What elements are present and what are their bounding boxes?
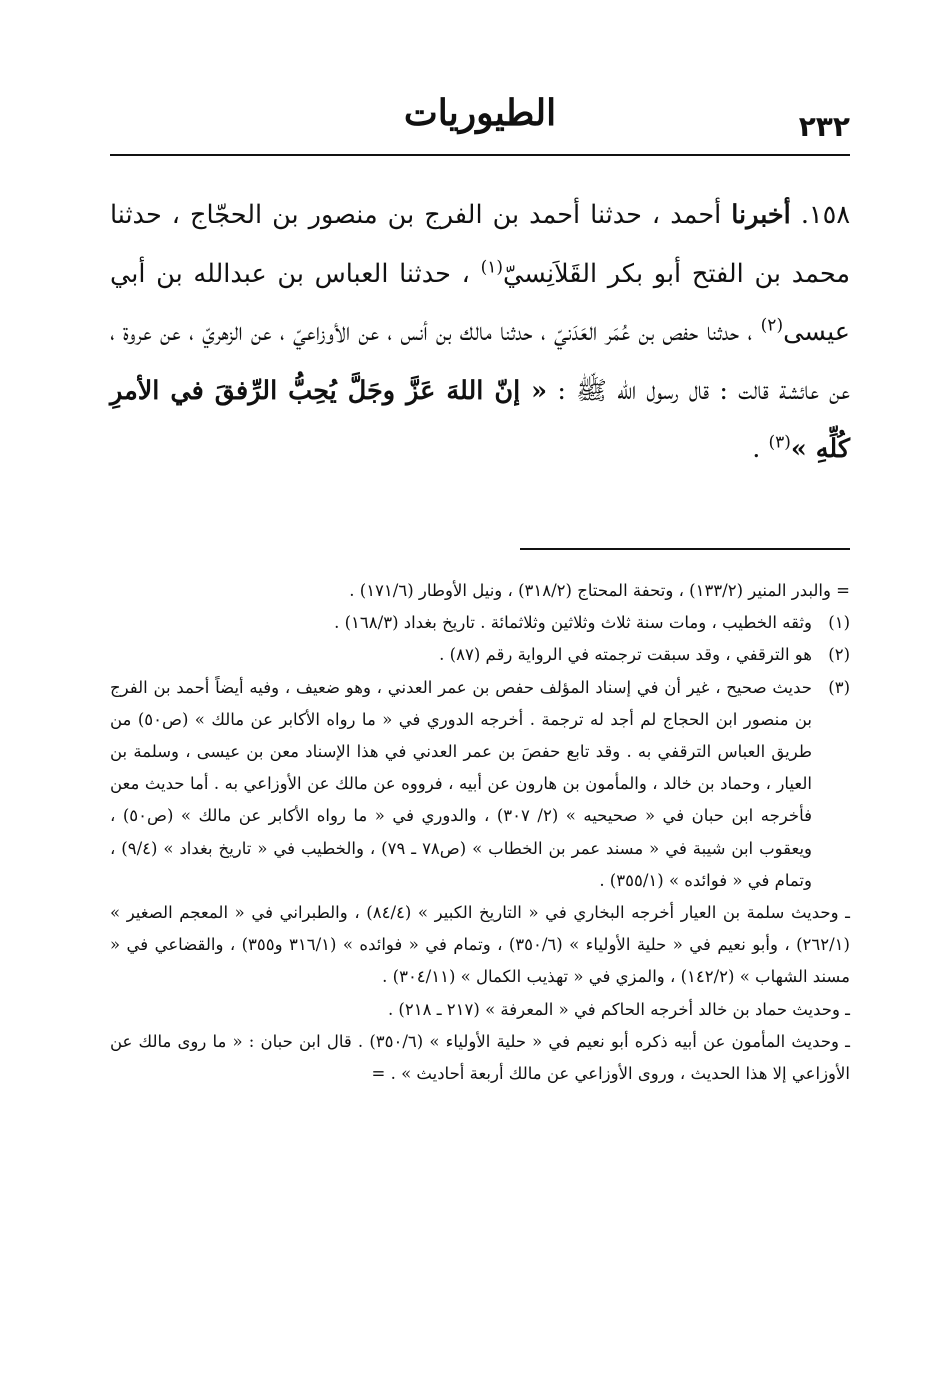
footnote-1-text: وثقه الخطيب ، ومات سنة ثلاث وثلاثين وثلاثمائة . تاريخ بغداد (١٦٨/٣) . xyxy=(334,613,812,633)
hadith-quote: « إنّ اللهَ عَزَّ وجَلَّ يُحِبُّ الرِّفقَ في الأمرِ كُلِّهِ » xyxy=(110,375,850,464)
footnote-2 xyxy=(110,639,850,671)
hadith-text xyxy=(110,186,850,479)
footnote-ref-2: (٢) xyxy=(760,315,784,336)
footnote-ref-3: (٣) xyxy=(768,432,791,453)
hadith-chain-part-3: ، حدثنا حفص بن عُمَر العَدَنيّ ، حدثنا مالك بن أنس ، عن الأوزاعيّ ، عن الزهريّ ، عن عروة ، عن عائشة قالت : قال رسول الله ﷺ : xyxy=(110,317,850,406)
footnotes xyxy=(110,575,850,1090)
header-rule xyxy=(110,154,850,156)
hadith-lead-in: أخبرنا xyxy=(731,200,791,230)
footnote-paragraph-2: ـ وحديث حماد بن خالد أخرجه الحاكم في « المعرفة » (٢١٧ ـ ٢١٨) . xyxy=(387,999,850,1019)
footnote-1 xyxy=(110,607,850,639)
page-number: ٢٣٢ xyxy=(798,110,850,143)
hadith-end: . xyxy=(752,434,761,464)
hadith-chain-part-1: أحمد ، حدثنا أحمد بن الفرج بن منصور بن الحجّاج ، حدثنا محمد بن الفتح أبو بكر القَلاَنِسيّ xyxy=(110,200,850,289)
running-title: الطيوريات xyxy=(403,92,557,134)
footnote-2-text: هو الترقفي ، وقد سبقت ترجمته في الرواية رقم (٨٧) . xyxy=(439,645,812,665)
footnote-1-mark: (١) xyxy=(828,613,850,633)
footnote-rule xyxy=(520,548,850,550)
footnote-paragraph-3: ـ وحديث المأمون عن أبيه ذكره أبو نعيم في « حلية الأولياء » (٣٥٠/٦) . قال ابن حبان : « ما روى مالك عن الأوزاعي إلا هذا الحديث ، وروى الأوزاعي عن مالك أربعة أحاديث » . = xyxy=(110,1031,850,1084)
footnote-3 xyxy=(110,672,850,897)
footnote-2-mark: (٢) xyxy=(828,645,850,665)
footnote-continuation: = والبدر المنير (١٣٣/٢) ، وتحفة المحتاج (٣١٨/٢) ، ونيل الأوطار (١٧١/٦) . xyxy=(349,581,850,600)
footnote-3-text: حديث صحيح ، غير أن في إسناد المؤلف حفص بن عمر العدني ، وهو ضعيف ، وفيه أيضاً أحمد بن الفرج بن منصور ابن الحجاج لم أجد له ترجمة . أخرجه الدوري في « ما رواه الأكابر عن مالك » (ص٥٠) من طريق العباس الترقفي به . وقد تابع حفصَ بن عمر العدني في هذا الإسناد معن بن عيسى ، وسلمة بن العيار ، وحماد بن خالد ، والمأمون بن هارون عن أبيه ، فرووه عن مالك عن الأوزاعي به . أما حديث معن فأخرجه ابن حبان في « صحيحيه » (٢/ ٣٠٧) ، والدوري في « ما رواه الأكابر عن مالك » (ص٥٠) ، ويعقوب ابن شيبة في « مسند عمر بن الخطاب » (ص٧٨ ـ ٧٩) ، والخطيب في « تاريخ بغداد » (٩/٤) ، وتمام في « فوائده » (٣٥٥/١) . xyxy=(110,677,813,890)
footnote-ref-1: (١) xyxy=(480,257,503,277)
footnote-3-mark: (٣) xyxy=(828,677,850,697)
hadith-chain-part-2: ، حدثنا العباس بن عبدالله بن أبي عيسى xyxy=(110,258,850,347)
footnote-paragraph-1: ـ وحديث سلمة بن العيار أخرجه البخاري في « التاريخ الكبير » (٨٤/٤) ، والطبراني في « المعجم الصغير » (٢٦٢/١) ، وأبو نعيم في « حلية الأولياء » (٣٥٠/٦) ، وتمام في « فوائده » (٣١٦/١ و٣٥٥) ، والقضاعي في « مسند الشهاب » (١٤٢/٢) ، والمزي في « تهذيب الكمال » (٣٠٤/١١) . xyxy=(110,903,851,987)
hadith-number: ١٥٨. xyxy=(800,200,851,230)
page-header xyxy=(110,92,850,152)
